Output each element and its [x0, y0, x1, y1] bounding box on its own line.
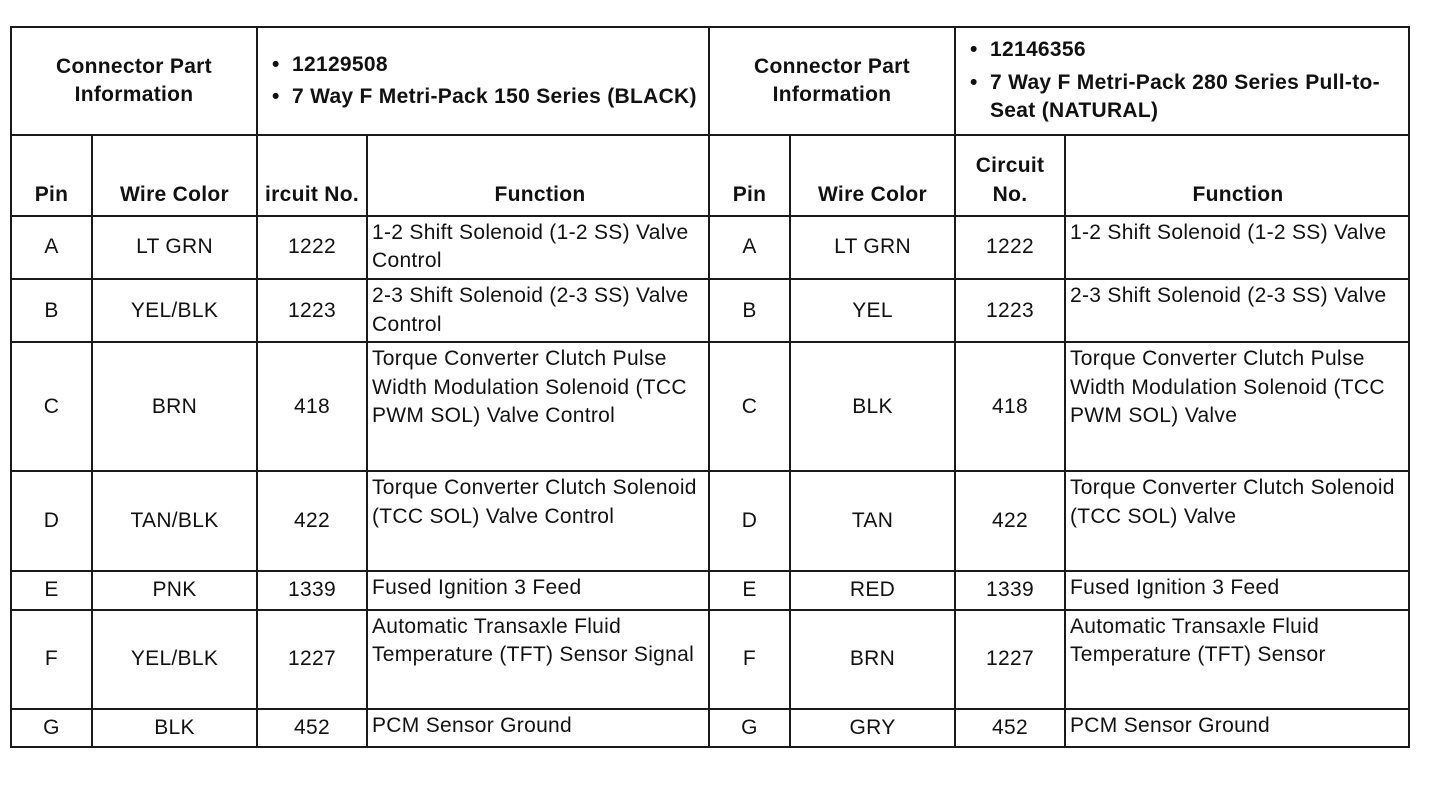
pin-cell: E: [12, 571, 92, 610]
table-row: [710, 610, 1410, 710]
function-cell: 1-2 Shift Solenoid (1-2 SS) Valve: [1065, 216, 1410, 279]
function-cell: Automatic Transaxle Fluid Temperature (TFT) Sensor: [1065, 610, 1410, 710]
circuit-cell: 1227: [955, 610, 1065, 710]
table-row: [12, 709, 712, 746]
pin-cell: D: [710, 471, 790, 571]
wire-color-cell: BLK: [92, 709, 257, 746]
function-cell: PCM Sensor Ground: [1065, 709, 1410, 746]
wire-color-cell: GRY: [790, 709, 955, 746]
pin-cell: E: [710, 571, 790, 610]
wire-color-cell: BRN: [92, 342, 257, 471]
circuit-cell: 422: [257, 471, 367, 571]
wire-color-header: Wire Color: [790, 135, 955, 216]
function-cell: Torque Converter Clutch Pulse Width Modulation Solenoid (TCC PWM SOL) Valve Control: [367, 342, 712, 471]
circuit-cell: 422: [955, 471, 1065, 571]
circuit-no-header: Circuit No.: [955, 135, 1065, 216]
function-cell: 2-3 Shift Solenoid (2-3 SS) Valve Control: [367, 279, 712, 342]
function-cell: 2-3 Shift Solenoid (2-3 SS) Valve: [1065, 279, 1410, 342]
function-header: Function: [1065, 135, 1410, 216]
pin-cell: A: [710, 216, 790, 279]
wire-color-cell: YEL/BLK: [92, 610, 257, 710]
circuit-cell: 452: [955, 709, 1065, 746]
pinout-table: [710, 28, 1410, 746]
wire-color-cell: BRN: [790, 610, 955, 710]
header-row: [12, 135, 712, 216]
table-row: [710, 279, 1410, 342]
table-row: [710, 471, 1410, 571]
connector-description: • 7 Way F Metri-Pack 280 Series Pull-to-Seat (NATURAL): [966, 69, 1406, 126]
table-row: [12, 216, 712, 279]
connector-info-label: Connector Part Information: [12, 28, 257, 135]
pin-cell: D: [12, 471, 92, 571]
pin-cell: C: [12, 342, 92, 471]
table-row: [710, 342, 1410, 471]
wire-color-cell: YEL/BLK: [92, 279, 257, 342]
circuit-cell: 1339: [955, 571, 1065, 610]
function-cell: Fused Ignition 3 Feed: [1065, 571, 1410, 610]
connector-pinout-sheet: [10, 26, 1410, 748]
connector-info-label: Connector Part Information: [710, 28, 955, 135]
pin-cell: C: [710, 342, 790, 471]
table-row: [710, 571, 1410, 610]
pin-cell: F: [12, 610, 92, 710]
wire-color-cell: PNK: [92, 571, 257, 610]
circuit-cell: 418: [955, 342, 1065, 471]
table-row: [12, 610, 712, 710]
table-row: [12, 571, 712, 610]
circuit-cell: 1227: [257, 610, 367, 710]
circuit-cell: 418: [257, 342, 367, 471]
wire-color-cell: RED: [790, 571, 955, 610]
pin-cell: F: [710, 610, 790, 710]
circuit-cell: 1223: [955, 279, 1065, 342]
function-header: Function: [367, 135, 712, 216]
wire-color-cell: TAN: [790, 471, 955, 571]
table-row: [710, 709, 1410, 746]
circuit-no-header: ircuit No.: [257, 135, 367, 216]
header-row: [710, 135, 1410, 216]
part-number: • 12146356: [966, 36, 1406, 64]
circuit-cell: 1222: [257, 216, 367, 279]
wire-color-cell: YEL: [790, 279, 955, 342]
table-row: [710, 216, 1410, 279]
table-row: [12, 342, 712, 471]
connector-info-value: [257, 28, 712, 135]
pinout-table: [12, 28, 712, 746]
connector-table-left: [10, 26, 710, 748]
wire-color-cell: BLK: [790, 342, 955, 471]
pin-cell: G: [12, 709, 92, 746]
pin-cell: B: [12, 279, 92, 342]
function-cell: PCM Sensor Ground: [367, 709, 712, 746]
circuit-cell: 1223: [257, 279, 367, 342]
wire-color-header: Wire Color: [92, 135, 257, 216]
pin-header: Pin: [12, 135, 92, 216]
pin-cell: B: [710, 279, 790, 342]
pin-cell: G: [710, 709, 790, 746]
connector-info-value: [955, 28, 1410, 135]
function-cell: Automatic Transaxle Fluid Temperature (TFT) Sensor Signal: [367, 610, 712, 710]
part-number: • 12129508: [268, 51, 708, 79]
function-cell: Fused Ignition 3 Feed: [367, 571, 712, 610]
function-cell: Torque Converter Clutch Pulse Width Modulation Solenoid (TCC PWM SOL) Valve: [1065, 342, 1410, 471]
circuit-cell: 1222: [955, 216, 1065, 279]
connector-description: • 7 Way F Metri-Pack 150 Series (BLACK): [268, 83, 708, 111]
circuit-cell: 452: [257, 709, 367, 746]
wire-color-cell: TAN/BLK: [92, 471, 257, 571]
wire-color-cell: LT GRN: [790, 216, 955, 279]
pin-cell: A: [12, 216, 92, 279]
function-cell: Torque Converter Clutch Solenoid (TCC SOL) Valve Control: [367, 471, 712, 571]
wire-color-cell: LT GRN: [92, 216, 257, 279]
function-cell: 1-2 Shift Solenoid (1-2 SS) Valve Control: [367, 216, 712, 279]
circuit-cell: 1339: [257, 571, 367, 610]
pin-header: Pin: [710, 135, 790, 216]
function-cell: Torque Converter Clutch Solenoid (TCC SOL) Valve: [1065, 471, 1410, 571]
table-row: [12, 279, 712, 342]
connector-table-right: [710, 26, 1410, 748]
connector-info-row: [12, 28, 712, 135]
connector-info-row: [710, 28, 1410, 135]
table-row: [12, 471, 712, 571]
